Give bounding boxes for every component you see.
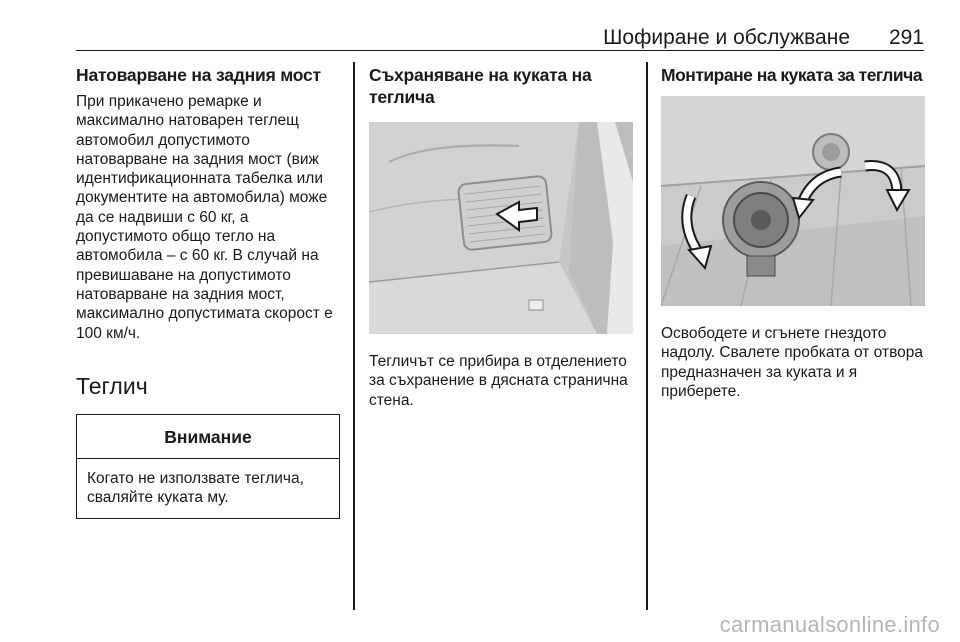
storage-heading: Съхраняване на куката на теглича <box>369 65 592 107</box>
mounting-caption: Освободете и сгънете гнездото надолу. Свалете пробката от отвора предназначен за куката и я приберете. <box>661 325 923 400</box>
mounting-heading: Монтиране на куката за теглича <box>661 65 923 85</box>
column-divider <box>353 62 355 610</box>
watermark: carmanualsonline.info <box>719 612 940 637</box>
page-number: 291 <box>888 26 924 49</box>
rear-axle-heading: Натоварване на задния мост <box>76 65 321 85</box>
storage-caption: Тегличът се прибира в отделението за съхранение в дясната странична стена. <box>369 353 628 409</box>
socket-mounting-illustration <box>661 96 925 306</box>
column-1 <box>76 64 342 519</box>
warning-box <box>76 414 340 519</box>
header-title: Шофиране и обслужване <box>603 26 850 49</box>
rear-axle-paragraph: При прикачено ремарке и максимално натоварен теглещ автомобил допустимото натоварване на задния мост (виж идентификационната табелка или документите на автомобила) може да се надвиши с 60 кг, а допустимото общо тегло на автомобила – с 60 кг. В случай на превишаване на допустимото натоварване на задния мост, максимално допустимата скорост е 100 км/ч. <box>76 93 333 342</box>
towbar-heading: Теглич <box>76 372 148 399</box>
warning-text: Когато не използвате теглича, сваляйте куката му. <box>87 469 304 507</box>
column-2 <box>369 64 633 410</box>
storage-compartment-illustration <box>369 122 633 334</box>
page-header <box>76 22 924 51</box>
column-3 <box>661 64 931 401</box>
warning-title: Внимание <box>77 415 339 459</box>
column-divider <box>646 62 648 610</box>
